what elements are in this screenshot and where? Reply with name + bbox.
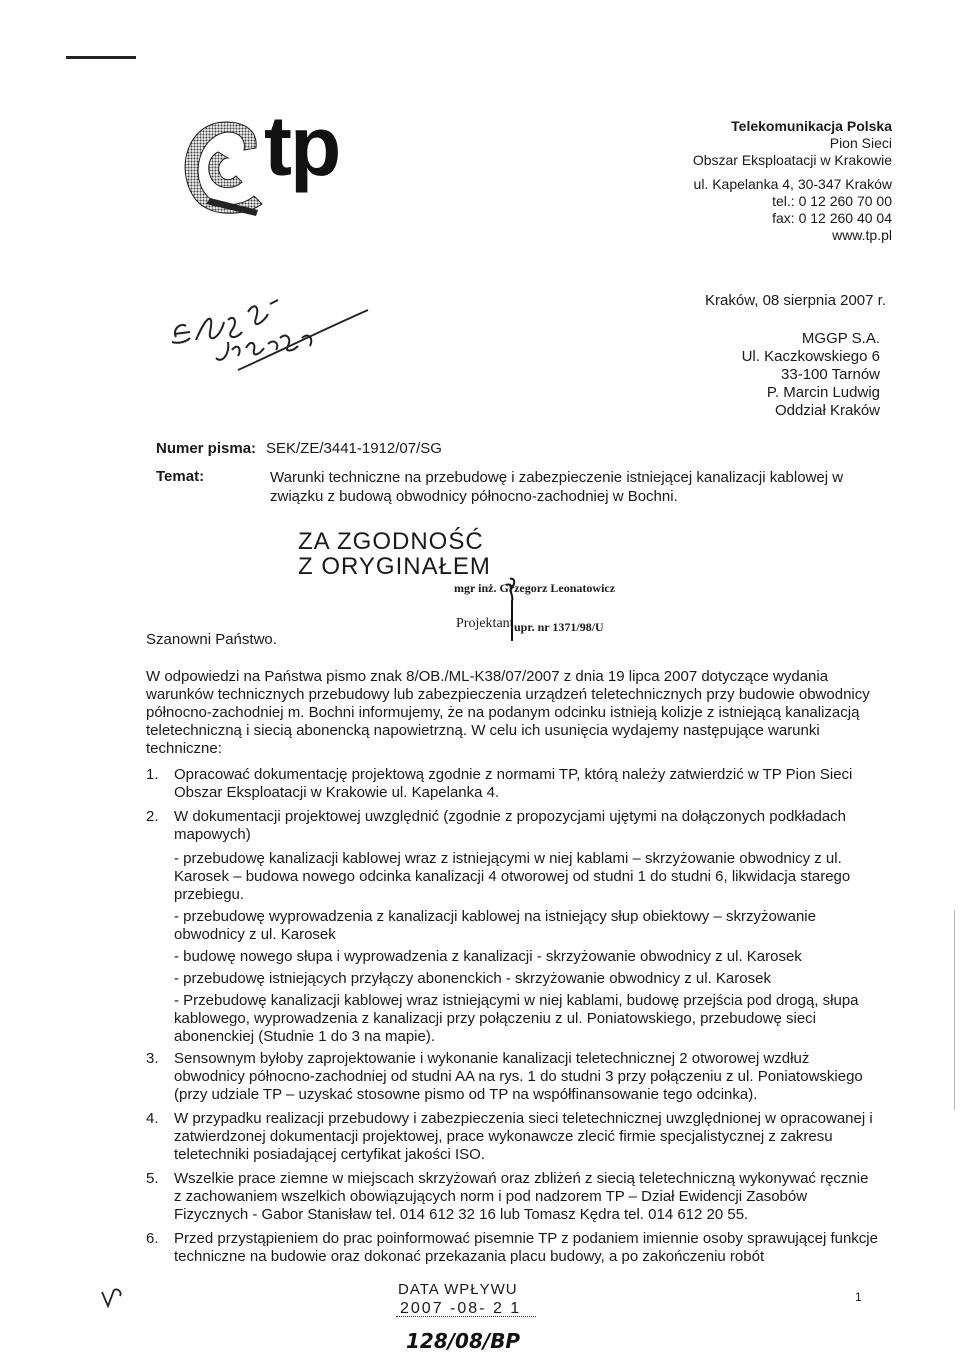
recipient-line: P. Marcin Ludwig [766,384,880,401]
list-item [146,1170,880,1224]
company-line: ul. Kapelanka 4, 30-347 Kraków [693,176,892,192]
recipient-line: 33-100 Tarnów [781,366,880,383]
item-text: Przed przystąpieniem do prac poinformować pisemnie TP z podaniem imiennie osoby sprawującej funkcje techniczne na budowie oraz dokonać przekazania placu budowy, a po zakończeniu robót [174,1230,878,1265]
list-item [146,1050,880,1104]
item-text: Sensownym byłoby zaprojektowanie i wykonanie kanalizacji teletechnicznej 2 otworowej wzdłuż obwodnicy północno-zachodniej od studni AA na rys. 1 do studni 3 przy połączeniu z ul. Poniatowskiego (przy udziale TP – uzyskać stosowne pismo od TP na współfinansowanie tego odcinka). [174,1050,863,1103]
item-text: W przypadku realizacji przebudowy i zabezpieczenia sieci teletechnicznej uwzględnionej w opracowanej i zatwierdzonej dokumentacji projektowej, prace wykonawcze zlecić firmie specjalistycznej z zakresu teletechniki posiadającej certyfikat jakości ISO. [174,1110,873,1163]
letter-date: Kraków, 08 sierpnia 2007 r. [705,292,886,309]
stamp-role: Projektant [456,616,514,631]
sub-item: - przebudowę kanalizacji kablowej wraz z istniejącymi w niej kablami – skrzyżowanie obwodnicy z ul. Karosek – budowa nowego odcinka kanalizacji 4 otworowej od studni 1 do studni 6, likwidacja starego przebiegu. [174,850,851,903]
margin-checkmark-icon [100,1286,126,1310]
certification-stamp-line1: ZA ZGODNOŚĆ [298,528,484,555]
subject-text: Warunki techniczne na przebudowę i zabezpieczenie istniejącej kanalizacji kablowej w związku z budową obwodnicy północno-zachodniej w Bochni. [270,469,844,505]
reference-number: SEK/ZE/3441-1912/07/SG [266,440,442,457]
item-number: 3. [146,1050,159,1067]
list-item [146,766,880,802]
recipient-line: Ul. Kaczkowskiego 6 [741,348,880,365]
handwritten-annotation-icon [168,292,378,382]
company-address-block [693,118,892,244]
item-number: 2. [146,808,159,825]
company-line: Obszar Eksploatacji w Krakowie [692,152,892,168]
stamp-license-number: upr. nr 1371/98/U [514,620,604,634]
company-line: fax: 0 12 260 40 04 [772,210,892,226]
scan-edge-line [954,910,955,1110]
item-number: 4. [146,1110,159,1127]
company-line: www.tp.pl [832,227,892,243]
sub-item: - budowę nowego słupa i wyprowadzenia z kanalizacji - skrzyżowanie obwodnicy z ul. Karosek [174,948,802,965]
receipt-stamp-date: 2007 -08- 2 1 [400,1300,522,1317]
receipt-reference: 128/08/BP [406,1329,521,1353]
company-line: Pion Sieci [829,135,892,151]
sub-item: - przebudowę istniejących przyłączy abonenckich - skrzyżowanie obwodnicy z ul. Karosek [174,970,771,987]
page-number: 1 [855,1290,862,1304]
receipt-stamp-divider [396,1316,536,1317]
logo-text: tp [264,99,340,193]
item-number: 6. [146,1230,159,1247]
list-item [146,808,880,844]
subject-label: Temat: [156,468,205,485]
receipt-stamp-label: DATA WPŁYWU [398,1281,518,1298]
recipient-line: Oddział Kraków [774,402,880,419]
certification-stamp-line2: Z ORYGINAŁEM [298,553,491,580]
item-text: Wszelkie prace ziemne w miejscach skrzyżowań oraz zbliżeń z siecią teletechniczną wykonywać ręcznie z zachowaniem wszelkich obowiązujących norm i pod nadzorem TP – Dział Ewidencji Zasobów Fizycznych - Gabor Stanisław tel. 014 612 32 16 lub Tomasz Kędra tel. 014 612 20 55. [174,1170,869,1223]
intro-paragraph: W odpowiedzi na Państwa pismo znak 8/OB./ML-K38/07/2007 z dnia 19 lipca 2007 dotyczące wydania warunków technicznych przebudowy lub zabezpieczenia urządzeń teletechnicznych przy budowie obwodnicy północno-zachodniej m. Bochni informujemy, że na podanym odcinku istnieją kolizje z istniejącą kanalizacją teletechniczną i siecią abonencką napowietrzną. W celu ich usunięcia wydajemy następujące warunki techniczne: [146,668,870,757]
stamp-engineer-name: mgr inż. Grzegorz Leonatowicz [454,581,616,595]
sub-item: - Przebudowę kanalizacji kablowej wraz istniejącymi w niej kablami, budowę przejścia pod drogą, słupa kablowego, wyprowadzenia z kanalizacji przy połączeniu z ul. Poniatowskiego, przebudowę sieci abonenckiej (Studnie 1 do 3 na mapie). [174,992,859,1045]
list-item [146,1110,880,1164]
list-item [146,1230,880,1266]
conditions-list [146,766,880,1272]
recipient-line: MGGP S.A. [801,330,880,347]
recipient-address [742,330,880,420]
top-margin-mark [66,56,136,59]
salutation: Szanowni Państwo. [146,631,277,648]
item-text: Opracować dokumentację projektową zgodnie z normami TP, którą należy zatwierdzić w TP Pion Sieci Obszar Eksploatacji w Krakowie ul. Kapelanka 4. [174,766,853,801]
item-number: 5. [146,1170,159,1187]
signature-icon [492,575,532,645]
company-line: tel.: 0 12 260 70 00 [772,193,892,209]
item-number: 1. [146,766,159,783]
item-text: W dokumentacji projektowej uwzględnić (zgodnie z propozycjami ujętymi na dołączonych podkładach mapowych) [174,808,847,843]
sub-item: - przebudowę wyprowadzenia z kanalizacji kablowej na istniejący słup obiektowy – skrzyżowanie obwodnicy z ul. Karosek [174,908,816,943]
company-name: Telekomunikacja Polska [731,118,892,134]
reference-label: Numer pisma: [156,440,257,457]
receipt-reference-handwritten [402,1322,552,1356]
